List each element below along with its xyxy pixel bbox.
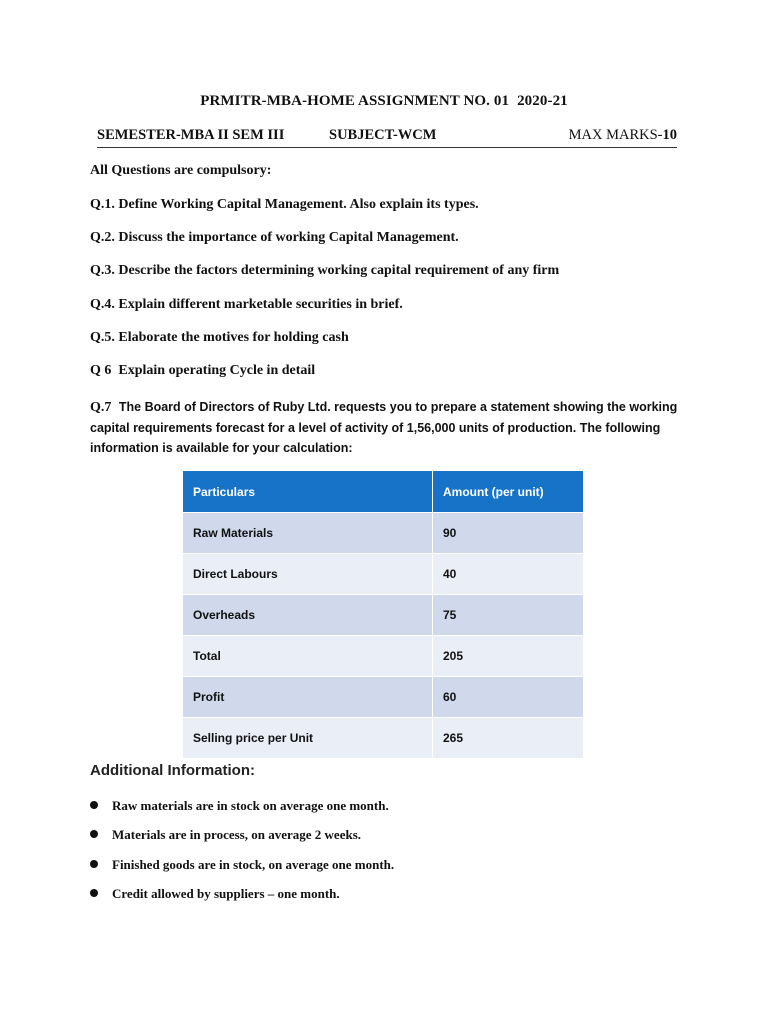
max-marks-label: MAX MARKS- [568,127,663,143]
table-row [183,595,584,636]
additional-info-heading: Additional Information: [90,762,255,779]
list-item-text: Materials are in process, on average 2 weeks. [112,827,361,842]
question-2: Q.2. Discuss the importance of working Capital Management. [90,230,459,245]
row-particular: Raw Materials [183,513,433,554]
row-particular: Total [183,636,433,677]
question-1: Q.1. Define Working Capital Management. Also explain its types. [90,197,479,212]
subject-label: SUBJECT-WCM [329,127,437,143]
row-particular: Profit [183,677,433,718]
table-row [183,513,584,554]
row-amount: 265 [433,718,584,759]
header-amount: Amount (per unit) [433,471,584,513]
row-amount: 60 [433,677,584,718]
question-5: Q.5. Elaborate the motives for holding cash [90,330,349,345]
list-item [90,857,394,873]
page-title [0,93,768,110]
question-6: Q 6 Explain operating Cycle in detail [90,363,316,378]
max-marks-value: 10 [662,127,677,143]
question-7-text: The Board of Directors of Ruby Ltd. requests you to prepare a statement showing the working capital requirements forecast for a level of activity of 1,56,000 units of production. The following information is available for your calculation: [90,400,678,455]
row-amount: 40 [433,554,584,595]
bullet-icon [90,860,98,868]
table-header-row [183,471,584,513]
instructions-text: All Questions are compulsory: [90,163,272,178]
academic-year: 2020-21 [517,93,568,109]
row-amount: 205 [433,636,584,677]
row-amount: 75 [433,595,584,636]
list-item [90,827,361,843]
question-7-number: Q.7 [90,400,112,415]
list-item [90,886,340,902]
row-amount: 90 [433,513,584,554]
table-row [183,677,584,718]
header-particulars: Particulars [183,471,433,513]
list-item-text: Finished goods are in stock, on average one month. [112,857,395,872]
bullet-icon [90,889,98,897]
list-item-text: Credit allowed by suppliers – one month. [112,886,340,901]
semester-label: SEMESTER-MBA II SEM III [97,127,285,143]
table-row [183,554,584,595]
table-row [183,636,584,677]
row-particular: Selling price per Unit [183,718,433,759]
bullet-icon [90,830,98,838]
max-marks [569,127,677,144]
list-item [90,798,389,814]
question-3: Q.3. Describe the factors determining working capital requirement of any firm [90,263,560,278]
row-particular: Overheads [183,595,433,636]
table-row [183,718,584,759]
row-particular: Direct Labours [183,554,433,595]
list-item-text: Raw materials are in stock on average one month. [112,798,389,813]
header-info-row [97,127,677,148]
bullet-icon [90,801,98,809]
assignment-title: PRMITR-MBA-HOME ASSIGNMENT NO. 01 [200,93,510,109]
question-4: Q.4. Explain different marketable securities in brief. [90,297,403,312]
question-7 [90,397,690,458]
cost-table [182,470,584,759]
